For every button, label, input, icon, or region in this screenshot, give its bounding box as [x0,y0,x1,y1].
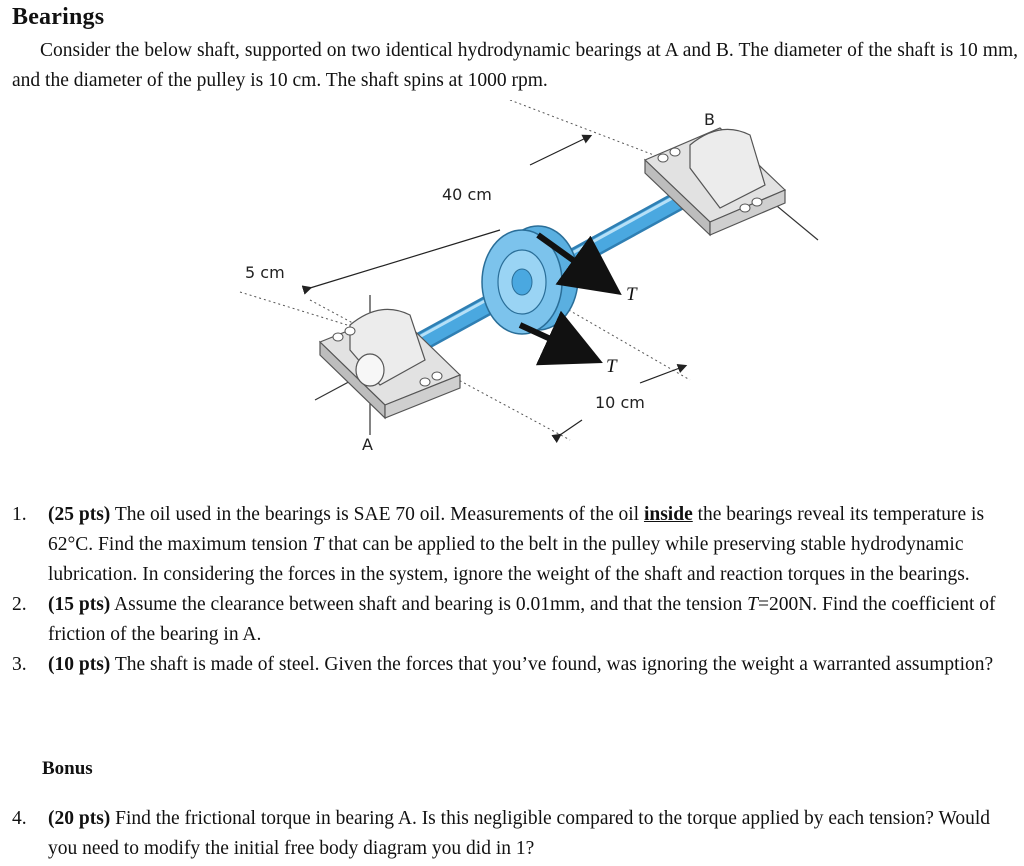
dimension-40cm: 40 cm [442,185,492,204]
dimension-5cm: 5 cm [245,263,285,282]
page-title: Bearings [12,4,105,30]
intro-paragraph: Consider the below shaft, supported on two identical hydrodynamic bearings at A and B. The diameter of the shaft is 10 mm, and the diameter of the pulley is 10 cm. The shaft spins at 1000 rpm. [12,40,1018,91]
bonus-heading: Bonus [42,758,93,779]
points: (10 pts) [48,654,111,675]
tension-label-upper: T [626,284,637,305]
tension-label-lower: T [606,356,617,377]
dimension-10cm: 10 cm [595,393,645,412]
question-text: (10 pts) The shaft is made of steel. Given the forces that you’ve found, was ignoring the weight a warranted assumption? [48,654,994,675]
emphasis-inside: inside [643,504,693,525]
label-b: B [704,110,715,129]
question-4 [12,804,1012,864]
question-2 [12,590,1012,650]
question-number: 4. [12,808,27,829]
question-number: 3. [12,654,27,675]
pulley [482,226,578,334]
extension-lines [240,100,690,440]
points: (15 pts) [48,594,111,615]
points: (25 pts) [48,504,111,525]
shaft-bearing-figure [220,100,820,460]
points: (20 pts) [48,808,111,829]
question-number: 1. [12,504,27,525]
question-number: 2. [12,594,27,615]
label-a: A [362,435,373,454]
question-text: (25 pts) The oil used in the bearings is SAE 70 oil. Measurements of the oil inside the bearings reveal its temperature is 62°C. Find the maximum tension T that can be applied to the belt in the pulley while preserving stable hydrodynamic lubrication. In considering the forces in the system, ignore the weight of the shaft and reaction torques in the bearings. [48,504,985,585]
question-3 [12,650,1012,680]
question-text: (20 pts) Find the frictional torque in bearing A. Is this negligible compared to the torque applied by each tension? Would you need to modify the initial free body diagram you did in 1? [48,808,990,859]
question-text: (15 pts) Assume the clearance between shaft and bearing is 0.01mm, and that the tension T=200N. Find the coefficient of friction of the bearing in A. [48,594,996,645]
question-1 [12,500,1012,590]
question-list [12,500,1012,680]
